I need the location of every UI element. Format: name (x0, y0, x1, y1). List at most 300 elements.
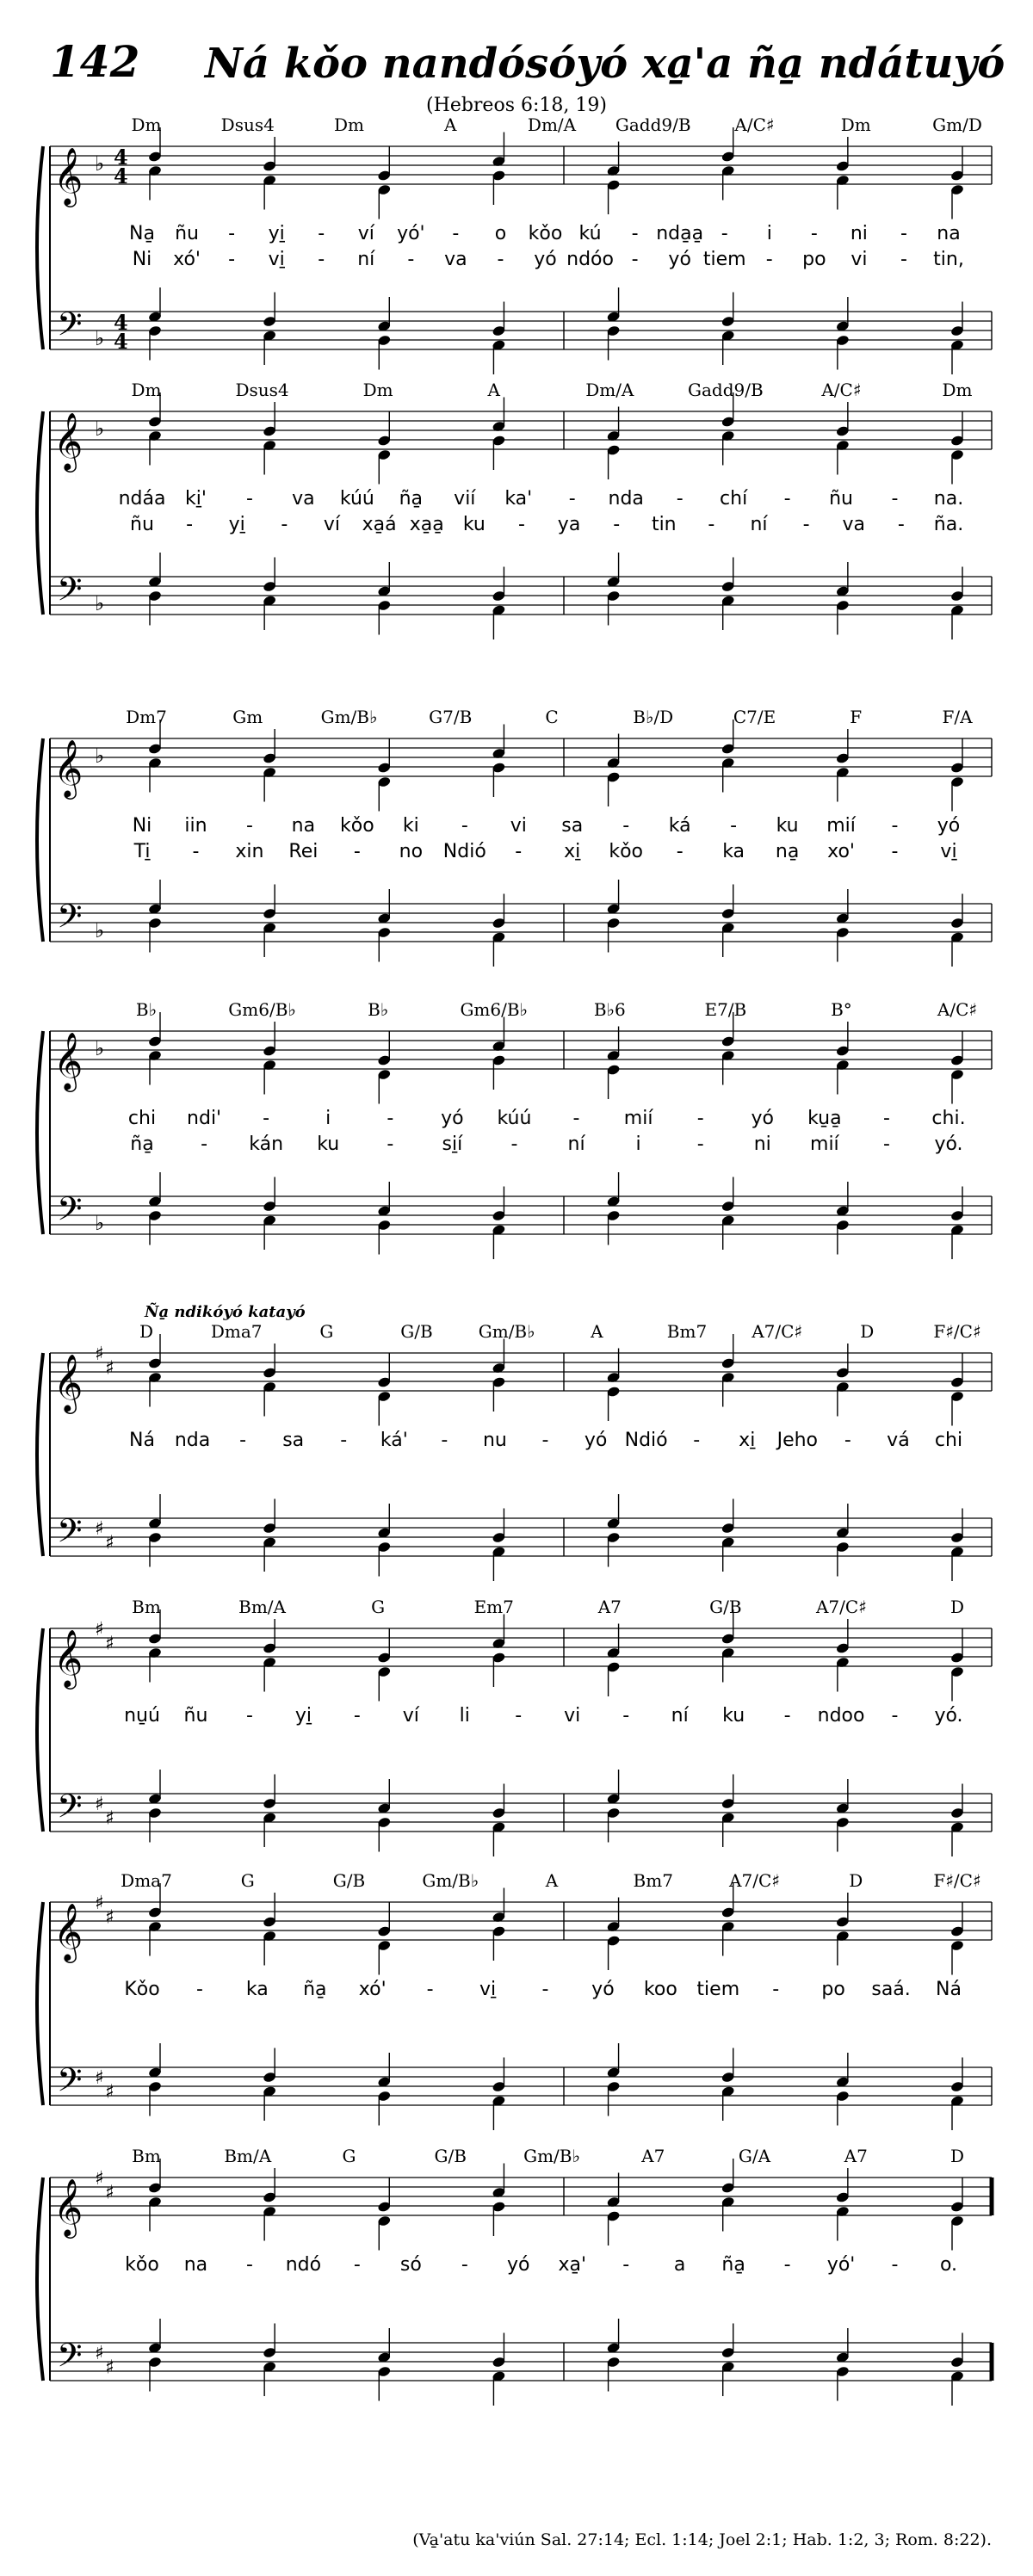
system-brace (37, 411, 43, 615)
bass-clef: 𝄢 (57, 2060, 83, 2107)
flat-sign: ♭ (95, 744, 105, 768)
chord-symbol: D (849, 1870, 863, 1891)
lyric-syllable: - (802, 514, 810, 535)
sharp-sign: ♯ (95, 1893, 104, 1914)
lyric-syllable: - (318, 249, 325, 270)
lyric-syllable: - (676, 841, 684, 862)
lyric-syllable: - (696, 1134, 704, 1155)
treble-clef: 𝄞 (53, 1353, 84, 1412)
lyric-syllable: - (783, 1705, 791, 1727)
lyric-syllable: ña̱ (721, 2254, 745, 2276)
lyric-syllable: ña̱ (399, 488, 424, 510)
chord-symbol: G/A (738, 2146, 771, 2166)
system-brace (37, 738, 43, 942)
chord-symbol: G/B (400, 1321, 433, 1342)
lyric-syllable: - (186, 514, 194, 535)
chord-symbol: Gm/B♭ (478, 1321, 535, 1342)
lyric-syllable: ví (402, 1705, 419, 1727)
lyric-syllable: - (510, 1134, 518, 1155)
lyric-syllable: - (708, 514, 715, 535)
lyric-syllable: - (515, 1705, 523, 1727)
lyric-syllable: tin (651, 514, 677, 535)
time-signature-denominator: 4 (114, 164, 128, 188)
lyric-syllable: chi (934, 1430, 963, 1451)
sharp-sign: ♯ (95, 1518, 104, 1540)
lyric-syllable: - (281, 514, 288, 535)
lyric-syllable: - (622, 815, 630, 837)
chord-symbol: G7/B (429, 707, 473, 727)
chord-symbol: A/C♯ (821, 380, 862, 400)
treble-clef: 𝄞 (53, 411, 84, 470)
lyric-syllable: vi (510, 815, 527, 837)
lyric-syllable: nda (608, 488, 644, 510)
lyric-syllable: - (228, 223, 236, 244)
chord-symbol: A (487, 380, 500, 400)
lyric-syllable: - (844, 1430, 851, 1451)
chord-symbol: Dm (334, 114, 364, 135)
lyric-syllable: Ndió (442, 841, 486, 862)
lyric-syllable: - (631, 249, 639, 270)
sharp-sign: ♯ (95, 1794, 104, 1815)
chord-symbol: Gadd9/B (615, 114, 691, 135)
treble-clef: 𝄞 (53, 1031, 84, 1090)
lyric-syllable: na. (933, 488, 964, 510)
lyric-syllable: - (461, 2254, 468, 2276)
flat-sign: ♭ (95, 1211, 105, 1235)
chord-symbol: Dsus4 (235, 380, 289, 400)
scripture-footnote: (Va̱'atu ka'viún Sal. 27:14; Ecl. 1:14; Joel 2:1; Hab. 1:2, 3; Rom. 8:22). (412, 2530, 992, 2549)
lyric-syllable: ni (753, 1134, 771, 1155)
treble-clef: 𝄞 (53, 1902, 84, 1961)
lyric-syllable: yó (668, 249, 691, 270)
lyric-syllable: kú (578, 223, 602, 244)
lyric-syllable: xin (235, 841, 264, 862)
system-brace (37, 2178, 43, 2381)
bass-clef: 𝄢 (57, 1511, 83, 1558)
lyric-syllable: ví (323, 514, 341, 535)
chord-symbol: Gadd9/B (688, 380, 764, 400)
lyric-syllable: ku̱a̱ (807, 1108, 842, 1129)
flat-sign: ♭ (95, 151, 105, 176)
lyric-syllable: vi̱ (940, 841, 957, 862)
lyric-syllable: - (765, 249, 773, 270)
lyric-syllable: vi̱ (479, 1979, 497, 2000)
lyric-syllable: yó (937, 815, 961, 837)
lyric-syllable: nda (174, 1430, 211, 1451)
chord-symbol: Bm/A (224, 2146, 272, 2166)
lyric-syllable: saá. (871, 1979, 911, 2000)
sharp-sign: ♯ (105, 2357, 114, 2379)
lyric-syllable: - (515, 841, 523, 862)
chord-symbol: B♭ (135, 999, 158, 1020)
lyric-syllable: nu (482, 1430, 507, 1451)
lyric-syllable: ni (850, 223, 868, 244)
lyric-syllable: - (517, 514, 525, 535)
lyric-syllable: só (399, 2254, 422, 2276)
flat-sign: ♭ (95, 1036, 105, 1060)
lyric-syllable: tiem (702, 249, 746, 270)
chord-symbol: Dm (840, 114, 871, 135)
lyric-syllable: - (387, 1108, 394, 1129)
chord-symbol: D (860, 1321, 875, 1342)
lyric-syllable: no (399, 841, 424, 862)
lyric-syllable: ki (402, 815, 419, 837)
lyric-syllable: si̱í (442, 1134, 463, 1155)
lyric-syllable: tiem (696, 1979, 740, 2000)
lyric-syllable: a (673, 2254, 686, 2276)
lyric-syllable: ku (462, 514, 486, 535)
chord-symbol: A (545, 1870, 559, 1891)
system-brace (37, 1031, 43, 1234)
lyric-syllable: - (891, 841, 899, 862)
lyric-syllable: - (245, 1705, 253, 1727)
lyric-syllable: ñu (183, 1705, 208, 1727)
lyric-syllable: - (622, 1705, 630, 1727)
lyric-syllable: va (292, 488, 315, 510)
lyric-syllable: ñu (175, 223, 200, 244)
lyric-syllable: na (291, 815, 316, 837)
lyric-syllable: kúú (497, 1108, 532, 1129)
flat-sign: ♭ (95, 918, 105, 942)
chord-symbol: Dm/A (527, 114, 577, 135)
lyric-syllable: - (676, 488, 684, 510)
flat-sign: ♭ (95, 591, 105, 615)
chord-symbol: Gm6/B♭ (460, 999, 528, 1020)
lyric-syllable: - (239, 1430, 247, 1451)
lyric-syllable: mií (826, 815, 856, 837)
bass-clef: 𝄢 (57, 570, 83, 616)
lyric-syllable: - (783, 488, 791, 510)
lyric-syllable: i (766, 223, 772, 244)
lyric-syllable: na̱ (775, 841, 800, 862)
lyric-syllable: ndi' (187, 1108, 222, 1129)
lyric-syllable: yó' (397, 223, 425, 244)
lyric-syllable: ña̱ (303, 1979, 327, 2000)
lyric-syllable: - (772, 1979, 780, 2000)
chord-symbol: B♭6 (593, 999, 626, 1020)
lyric-syllable: yó (584, 1430, 608, 1451)
sharp-sign: ♯ (95, 2343, 104, 2364)
sharp-sign: ♯ (105, 1633, 114, 1655)
lyric-syllable: ñu (829, 488, 854, 510)
lyric-syllable: va (842, 514, 866, 535)
lyric-syllable: chi. (931, 1108, 966, 1129)
lyric-syllable: - (696, 1108, 704, 1129)
lyric-syllable: yó (591, 1979, 615, 2000)
lyric-syllable: kǒo (609, 841, 644, 862)
lyric-syllable: Na̱ (129, 223, 155, 244)
lyric-syllable: koo (643, 1979, 677, 2000)
lyric-syllable: yó (534, 249, 557, 270)
chord-symbol: Gm/D (932, 114, 982, 135)
chord-symbol: A7 (597, 1597, 622, 1617)
lyric-syllable: Ná (936, 1979, 962, 2000)
sharp-sign: ♯ (105, 1532, 114, 1554)
lyric-syllable: sa (561, 815, 584, 837)
chord-symbol: G/B (332, 1870, 366, 1891)
lyric-syllable: - (497, 249, 504, 270)
lyric-syllable: - (572, 1108, 580, 1129)
sharp-sign: ♯ (105, 1357, 114, 1380)
chord-symbol: A7/C♯ (729, 1870, 780, 1891)
lyric-syllable: ví (357, 223, 374, 244)
chord-symbol: G/B (434, 2146, 467, 2166)
chord-symbol: F♯/C♯ (933, 1321, 981, 1342)
lyric-syllable: ku (317, 1134, 340, 1155)
lyric-syllable: li (459, 1705, 470, 1727)
chord-symbol: F/A (942, 707, 973, 727)
chord-symbol: A/C♯ (937, 999, 978, 1020)
system-brace (37, 1353, 43, 1556)
chord-symbol: G (342, 2146, 356, 2166)
lyric-syllable: chi (127, 1108, 157, 1129)
lyric-syllable: Ni (132, 815, 152, 837)
lyric-syllable: - (897, 514, 905, 535)
treble-clef: 𝄞 (53, 738, 84, 797)
chord-symbol: C (545, 707, 559, 727)
lyric-syllable: ña. (933, 514, 964, 535)
lyric-syllable: vi (564, 1705, 581, 1727)
lyric-syllable: - (568, 488, 576, 510)
lyric-syllable: o. (939, 2254, 958, 2276)
lyric-syllable: ña̱ (130, 1134, 154, 1155)
treble-clef: 𝄞 (53, 2178, 84, 2236)
flat-sign: ♭ (95, 326, 105, 350)
lyric-syllable: - (318, 223, 325, 244)
lyric-syllable: ní (567, 1134, 585, 1155)
chord-symbol: Bm7 (666, 1321, 708, 1342)
chord-symbol: A/C♯ (734, 114, 775, 135)
lyric-syllable: - (810, 223, 818, 244)
chord-symbol: Dm (131, 114, 162, 135)
lyric-syllable: yi̱ (294, 1705, 312, 1727)
lyric-syllable: - (441, 1430, 448, 1451)
chord-symbol: G/B (709, 1597, 742, 1617)
lyric-syllable: Rei (288, 841, 319, 862)
lyric-syllable: yó. (934, 1134, 963, 1155)
lyric-syllable: - (195, 1979, 203, 2000)
lyric-syllable: kǒo (340, 815, 374, 837)
lyric-syllable: nda̱a̱ (656, 223, 704, 244)
sharp-sign: ♯ (105, 2182, 114, 2204)
chord-symbol: Gm (232, 707, 263, 727)
lyric-syllable: xa̱a̱ (409, 514, 444, 535)
bass-clef: 𝄢 (57, 1189, 83, 1236)
lyric-syllable: - (541, 1979, 549, 2000)
chord-symbol: D (949, 1597, 965, 1617)
lyric-syllable: vi̱ (268, 249, 285, 270)
bass-clef: 𝄢 (57, 2336, 83, 2382)
lyric-syllable: kǒo (125, 2254, 159, 2276)
lyric-syllable: xi̱ (564, 841, 581, 862)
bass-clef: 𝄢 (57, 1787, 83, 1833)
lyric-syllable: - (245, 488, 253, 510)
lyric-syllable: - (461, 815, 468, 837)
lyric-syllable: nu̱ú (124, 1705, 160, 1727)
lyric-syllable: Ná (129, 1430, 155, 1451)
lyric-syllable: ka (245, 1979, 269, 2000)
lyric-syllable: Kǒo (124, 1979, 160, 2000)
lyric-syllable: ní (750, 514, 768, 535)
lyric-syllable: yó' (826, 2254, 856, 2276)
lyric-syllable: ní (671, 1705, 689, 1727)
chord-symbol: B♭ (368, 999, 389, 1020)
lyric-syllable: - (452, 223, 460, 244)
lyric-syllable: o (494, 223, 507, 244)
lyric-syllable: po (802, 249, 826, 270)
lyric-syllable: xó' (173, 249, 201, 270)
lyric-syllable: i (635, 1134, 641, 1155)
lyric-syllable: - (613, 514, 621, 535)
sharp-sign: ♯ (105, 2081, 114, 2103)
lyric-syllable: - (891, 1705, 899, 1727)
chord-symbol: Gm6/B♭ (228, 999, 296, 1020)
lyric-syllable: xa̱' (558, 2254, 587, 2276)
lyric-syllable: yó. (934, 1705, 963, 1727)
chord-symbol: A7 (641, 2146, 665, 2166)
lyric-syllable: i (325, 1108, 331, 1129)
bass-clef: 𝄢 (57, 305, 83, 351)
chord-symbol: D (949, 2146, 965, 2166)
time-signature-denominator: 4 (114, 329, 128, 354)
lyric-syllable: mií (810, 1134, 839, 1155)
lyric-syllable: - (882, 1108, 890, 1129)
song-title: Ná kǒo nandósóyó xa̱'a ña̱ ndátuyó (205, 40, 1005, 88)
lyric-syllable: Jeho (776, 1430, 819, 1451)
time-signature-numerator: 4 (114, 145, 128, 170)
time-signature-numerator: 4 (114, 310, 128, 335)
lyric-syllable: - (407, 249, 415, 270)
lyric-syllable: - (353, 841, 361, 862)
sharp-sign: ♯ (95, 1344, 104, 1365)
lyric-syllable: Ti̱ (133, 841, 151, 862)
chord-symbol: A (591, 1321, 603, 1342)
lyric-syllable: yi̱ (268, 223, 285, 244)
bass-clef: 𝄢 (57, 897, 83, 943)
lyric-syllable: - (721, 223, 728, 244)
section-label: Ña̱ ndikóyó katayó (145, 1303, 306, 1321)
chord-symbol: B♭/D (633, 707, 674, 727)
chord-symbol: Bm7 (633, 1870, 673, 1891)
lyric-syllable: yi̱ (228, 514, 245, 535)
chord-symbol: Bm/A (238, 1597, 286, 1617)
lyric-syllable: - (541, 1430, 549, 1451)
lyric-syllable: - (631, 223, 639, 244)
lyric-syllable: mií (623, 1108, 653, 1129)
chord-symbol: Bm (132, 2146, 161, 2166)
lyric-syllable: kúú (339, 488, 374, 510)
lyric-syllable: - (891, 2254, 899, 2276)
lyric-syllable: ku (776, 815, 799, 837)
chord-symbol: G (319, 1321, 334, 1342)
chord-symbol: Dm/A (585, 380, 634, 400)
lyric-syllable: - (353, 1705, 361, 1727)
lyric-syllable: ndáa (118, 488, 166, 510)
chord-symbol: E7/B (704, 999, 747, 1020)
lyric-syllable: ka (722, 841, 745, 862)
lyric-syllable: tin, (933, 249, 964, 270)
lyric-syllable: yó (441, 1108, 464, 1129)
lyric-syllable: Ndió (624, 1430, 668, 1451)
chord-symbol: D (139, 1321, 154, 1342)
lyric-syllable: ya (557, 514, 581, 535)
sharp-sign: ♯ (95, 2067, 104, 2089)
chord-symbol: Dma7 (121, 1870, 172, 1891)
chord-symbol: F♯/C♯ (933, 1870, 981, 1891)
lyric-syllable: - (900, 249, 907, 270)
lyric-syllable: ka' (504, 488, 533, 510)
chord-symbol: G (240, 1870, 255, 1891)
lyric-syllable: ní (357, 249, 375, 270)
lyric-syllable: Ni (132, 249, 152, 270)
song-number: 142 (50, 36, 140, 87)
chord-symbol: Dm (942, 380, 973, 400)
lyric-syllable: yó (751, 1108, 775, 1129)
sharp-sign: ♯ (95, 1619, 104, 1640)
lyric-syllable: ká (668, 815, 691, 837)
lyric-syllable: xo' (827, 841, 855, 862)
chord-symbol: Gm/B♭ (523, 2146, 580, 2166)
lyric-syllable: - (228, 249, 236, 270)
system-brace (37, 1628, 43, 1832)
lyric-syllable: ki̱' (185, 488, 207, 510)
lyric-syllable: ku (722, 1705, 745, 1727)
lyric-syllable: - (245, 815, 253, 837)
chord-symbol: F (850, 707, 863, 727)
lyric-syllable: - (192, 841, 200, 862)
lyric-syllable: - (882, 1134, 890, 1155)
treble-clef: 𝄞 (53, 146, 84, 205)
chord-symbol: Dma7 (210, 1321, 263, 1342)
lyric-syllable: xi̱ (739, 1430, 756, 1451)
chord-symbol: Gm/B♭ (422, 1870, 479, 1891)
lyric-syllable: xó' (358, 1979, 387, 2000)
lyric-syllable: ndóo (566, 249, 614, 270)
lyric-syllable: vá (887, 1430, 910, 1451)
chord-symbol: A (444, 114, 457, 135)
lyric-syllable: - (891, 488, 899, 510)
lyric-syllable: vií (454, 488, 476, 510)
chord-symbol: A7 (844, 2146, 868, 2166)
lyric-syllable: kǒo (528, 223, 563, 244)
chord-symbol: Dm (131, 380, 162, 400)
chord-symbol: Bm (132, 1597, 161, 1617)
lyric-syllable: - (353, 2254, 361, 2276)
lyric-syllable: - (783, 2254, 791, 2276)
lyric-syllable: - (263, 1108, 270, 1129)
lyric-syllable: xa̱á (362, 514, 397, 535)
lyric-syllable: na (183, 2254, 208, 2276)
lyric-syllable: - (730, 815, 738, 837)
flat-sign: ♭ (95, 417, 105, 441)
lyric-syllable: ñu (130, 514, 154, 535)
lyric-syllable: sa (282, 1430, 305, 1451)
system-brace (37, 146, 43, 349)
lyric-syllable: ká' (380, 1430, 408, 1451)
chord-symbol: Dsus4 (220, 114, 275, 135)
lyric-syllable: po (821, 1979, 845, 2000)
chord-symbol: C7/E (733, 707, 776, 727)
lyric-syllable: va (444, 249, 467, 270)
lyric-syllable: - (245, 2254, 253, 2276)
chord-symbol: Em7 (473, 1597, 514, 1617)
lyric-syllable: vi (851, 249, 868, 270)
chord-symbol: A7/C♯ (815, 1597, 867, 1617)
lyric-syllable: - (900, 223, 907, 244)
chord-symbol: Dm7 (126, 707, 167, 727)
lyric-syllable: iin (184, 815, 207, 837)
lyric-syllable: - (201, 1134, 208, 1155)
